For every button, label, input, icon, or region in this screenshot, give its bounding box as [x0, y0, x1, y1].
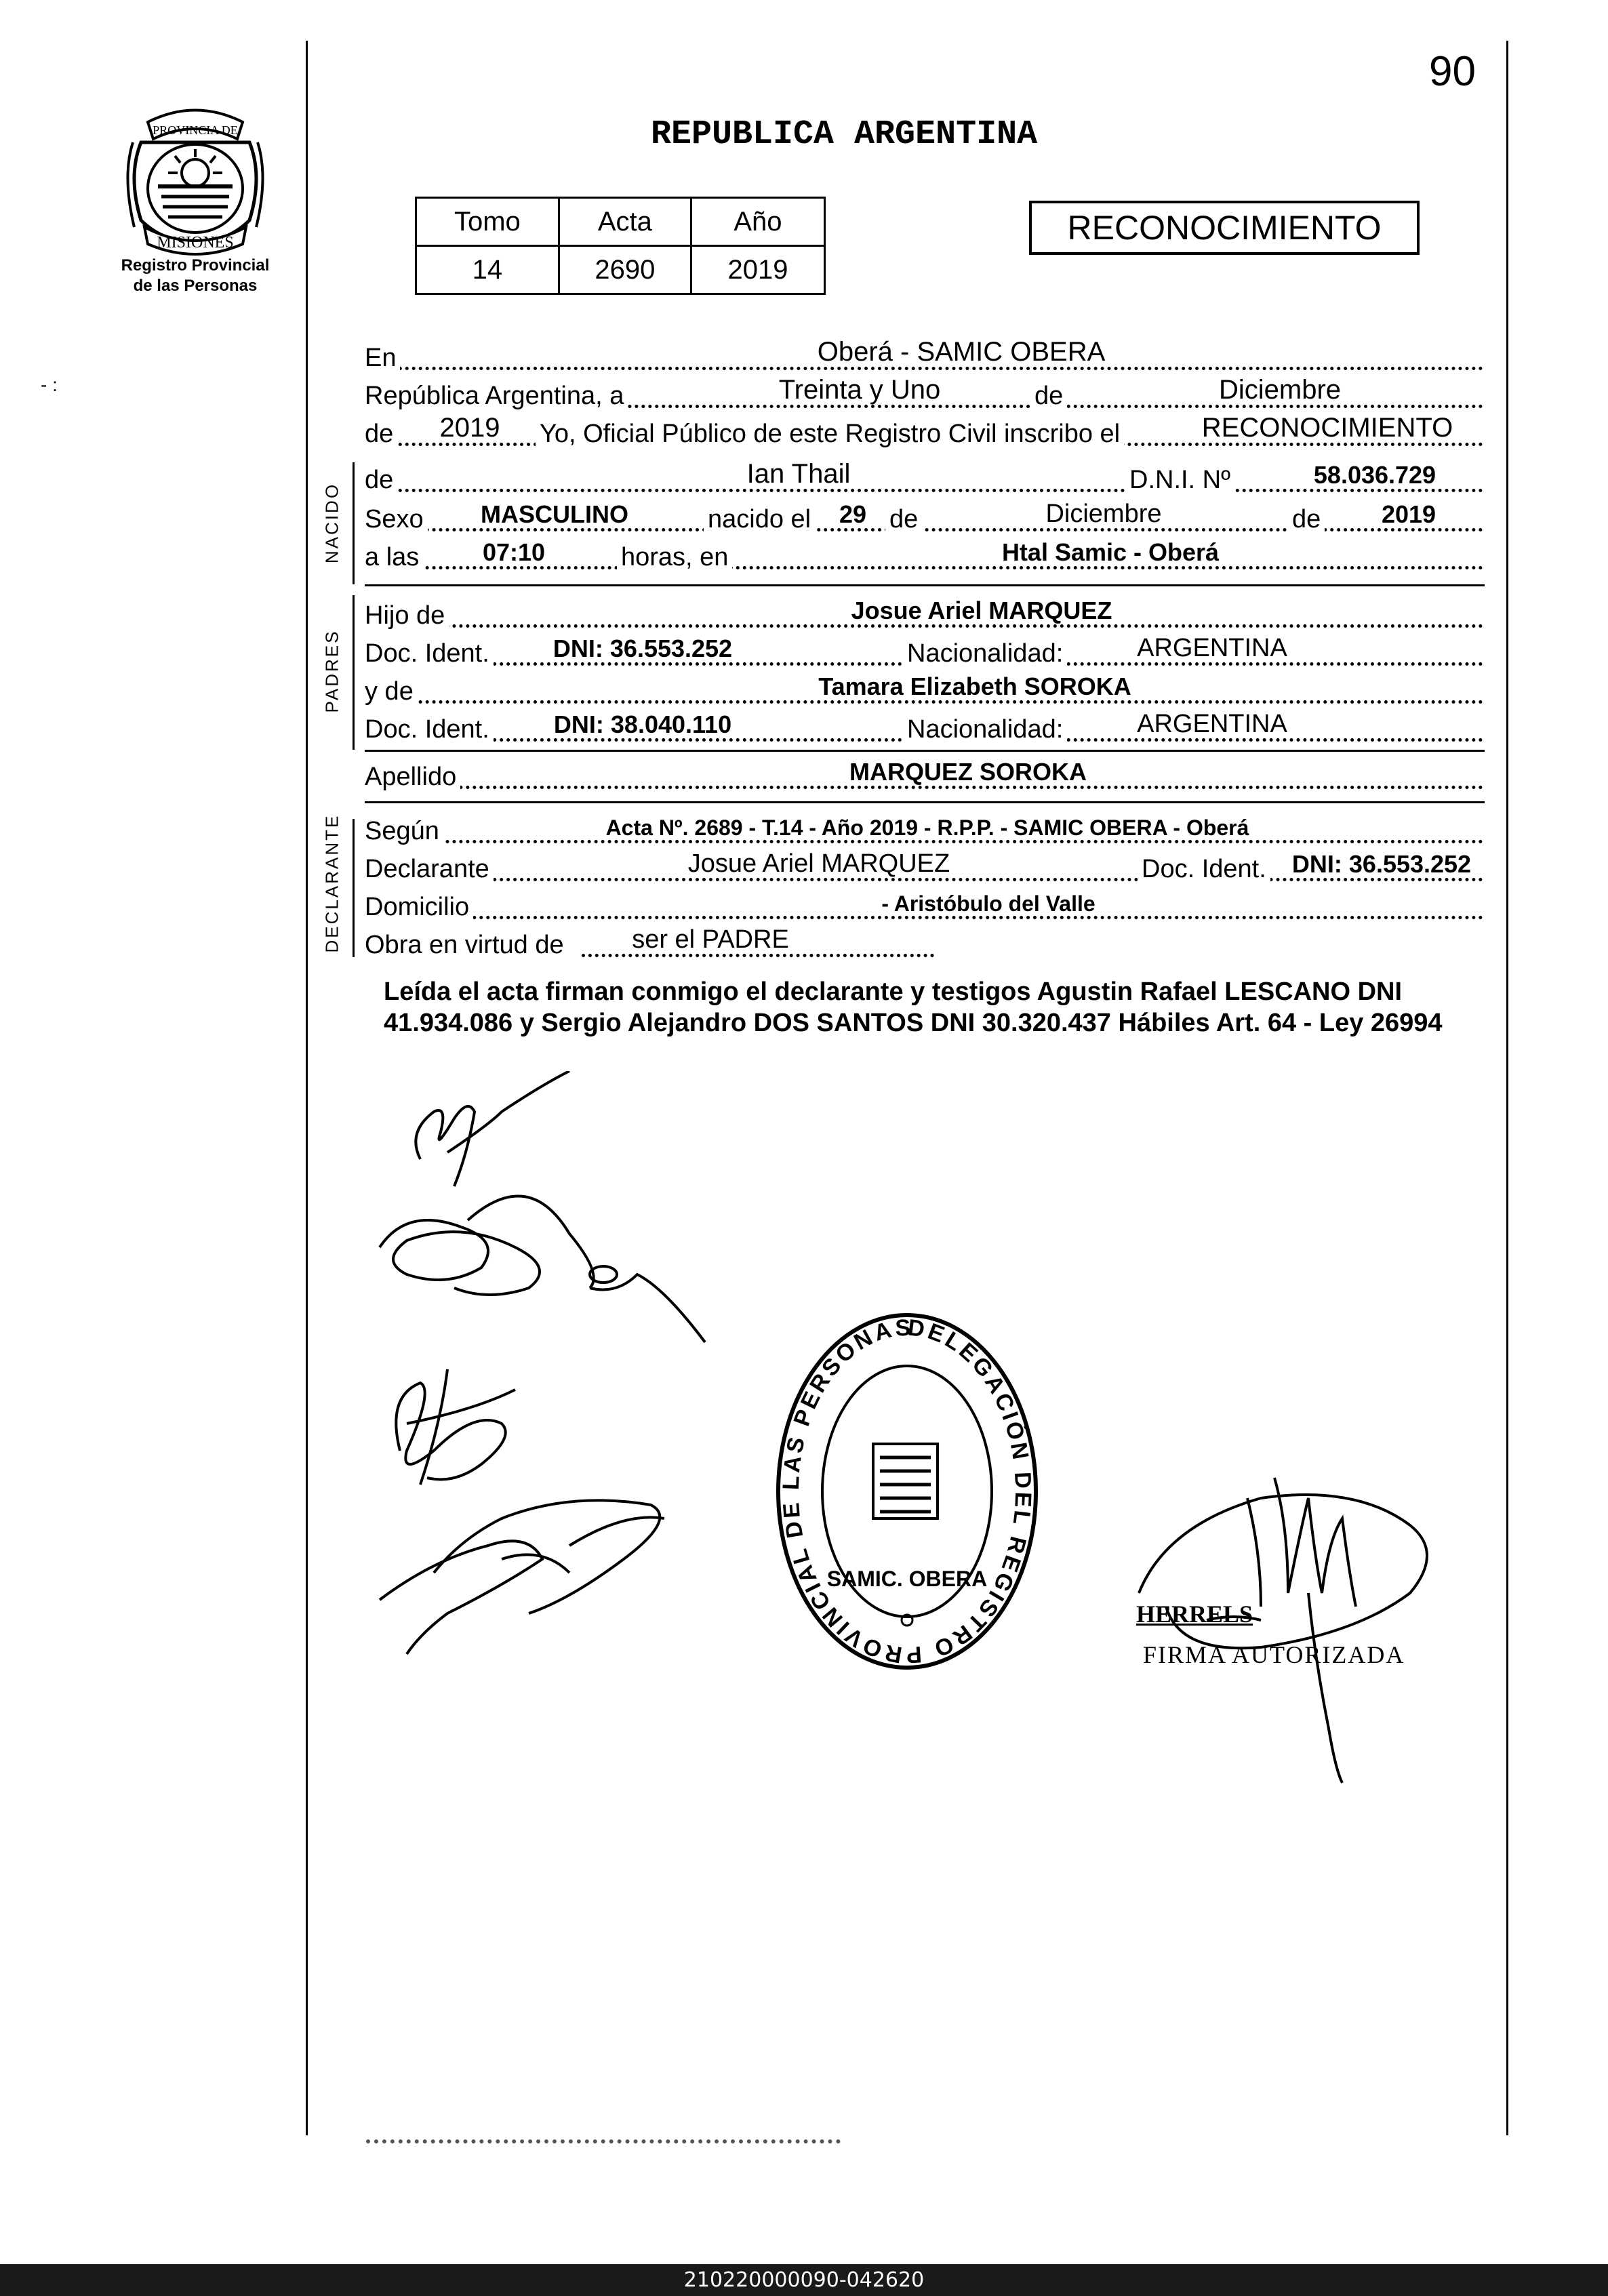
label-y-de: y de — [365, 677, 418, 706]
right-margin-line — [1506, 41, 1508, 2135]
label-horas-en: horas, en — [617, 543, 732, 572]
signature-3 — [396, 1369, 515, 1485]
child-name: Ian Thail — [746, 459, 851, 489]
month-value: Diciembre — [1218, 375, 1342, 405]
signature-4 — [380, 1500, 664, 1654]
row-father-doc — [365, 635, 1483, 672]
authorized-label: FIRMA AUTORIZADA — [1143, 1641, 1405, 1668]
label-de-year: de — [365, 420, 397, 449]
label-domicilio: Domicilio — [365, 893, 473, 922]
declarante-name: Josue Ariel MARQUEZ — [687, 849, 950, 878]
row-hijo-de — [365, 597, 1483, 635]
birth-time: 07:10 — [482, 538, 546, 566]
row-nacido-sexo — [365, 500, 1483, 538]
acta-value: 2690 — [559, 246, 691, 294]
authorized-name: HERRELS — [1136, 1600, 1253, 1628]
child-dni: 58.036.729 — [1313, 461, 1436, 489]
label-hijo-de: Hijo de — [365, 601, 449, 630]
label-nacionalidad-2: Nacionalidad: — [903, 715, 1067, 744]
row-segun — [365, 812, 1483, 850]
bottom-truncated-line — [366, 2139, 841, 2143]
label-de-nacido: de — [365, 466, 397, 495]
label-obra: Obra en virtud de — [365, 931, 568, 960]
padres-label: PADRES — [321, 629, 342, 713]
row-declarante — [365, 850, 1483, 888]
label-doc-ident-3: Doc. Ident. — [1138, 855, 1270, 884]
label-a-las: a las — [365, 543, 423, 572]
row-nacido-hora — [365, 538, 1483, 576]
row-nacido-name — [365, 461, 1483, 499]
segun-value: Acta Nº. 2689 - T.14 - Año 2019 - R.P.P. - SAMIC OBERA - Oberá — [605, 815, 1249, 840]
label-en: En — [365, 344, 400, 373]
label-doc-ident-2: Doc. Ident. — [365, 715, 494, 744]
divider-padres — [365, 750, 1485, 752]
signatures — [366, 1071, 719, 1668]
father-doc: DNI: 36.553.252 — [552, 635, 733, 662]
anio-header: Año — [691, 198, 824, 246]
birth-month: Diciembre — [1045, 500, 1162, 528]
row-domicilio — [365, 888, 1483, 926]
footer-code: 210220000090-042620 — [683, 2268, 925, 2292]
tomo-value: 14 — [416, 246, 559, 294]
label-segun: Según — [365, 817, 443, 846]
label-de-year2: de — [1288, 505, 1325, 534]
signature-1 — [416, 1071, 569, 1186]
domicilio-value: - Aristóbulo del Valle — [881, 891, 1096, 916]
mother-doc: DNI: 38.040.110 — [553, 710, 732, 738]
stamp-ring-text: DELEGACIÓN DEL REGISTRO PROVINCIAL DE LAS PERSONAS — [778, 1314, 1037, 1668]
province-logo — [121, 102, 270, 258]
logo-top-text: PROVINCIA DE — [153, 123, 238, 137]
declarante-doc: DNI: 36.553.252 — [1291, 850, 1472, 878]
anio-value: 2019 — [691, 246, 824, 294]
row-year — [365, 415, 1483, 453]
sexo-value: MASCULINO — [481, 500, 628, 528]
act-type-box: RECONOCIMIENTO — [1029, 201, 1420, 255]
label-de-month: de — [885, 505, 922, 534]
margin-mark: - : — [41, 374, 58, 395]
record-table — [415, 197, 826, 295]
birth-day: 29 — [839, 500, 867, 528]
declarante-label: DECLARANTE — [321, 813, 342, 953]
footer-bar — [0, 2264, 1608, 2296]
father-name: Josue Ariel MARQUEZ — [851, 597, 1112, 624]
registry-line-2: de las Personas — [133, 277, 258, 295]
label-apellido: Apellido — [365, 763, 460, 792]
divider-nacido — [365, 584, 1485, 586]
father-nationality: ARGENTINA — [1137, 634, 1287, 662]
row-republica — [365, 377, 1483, 415]
mother-name: Tamara Elizabeth SOROKA — [818, 672, 1131, 700]
page-number: 90 — [1429, 48, 1476, 95]
label-doc-ident: Doc. Ident. — [365, 639, 494, 668]
signature-2 — [380, 1196, 705, 1342]
nacido-label: NACIDO — [321, 482, 342, 564]
apellido-value: MARQUEZ SOROKA — [849, 758, 1087, 786]
row-y-de — [365, 672, 1483, 710]
year-value: 2019 — [439, 413, 500, 443]
logo-bottom-text: MISIONES — [157, 234, 234, 251]
official-text: Yo, Oficial Público de este Registro Civil inscribo el — [536, 420, 1124, 449]
place-value: Oberá - SAMIC OBERA — [817, 337, 1106, 367]
inscribed-value: RECONOCIMIENTO — [1201, 413, 1453, 443]
label-sexo: Sexo — [365, 505, 428, 534]
acta-header: Acta — [559, 198, 691, 246]
tomo-header: Tomo — [416, 198, 559, 246]
label-declarante: Declarante — [365, 855, 494, 884]
label-de: de — [1030, 382, 1067, 411]
declarante-bracket — [353, 819, 355, 957]
birth-place: Htal Samic - Oberá — [1001, 538, 1220, 566]
label-dni: D.N.I. Nº — [1125, 466, 1234, 495]
registry-line-1: Registro Provincial — [121, 256, 270, 275]
birth-year: 2019 — [1381, 500, 1436, 528]
label-republica: República Argentina, a — [365, 382, 628, 411]
row-apellido — [365, 758, 1483, 796]
stamp-center-text: SAMIC. OBERA — [826, 1567, 988, 1591]
country-title: REPUBLICA ARGENTINA — [651, 115, 1038, 154]
day-value: Treinta y Uno — [778, 375, 941, 405]
label-nacionalidad: Nacionalidad: — [903, 639, 1067, 668]
mother-nationality: ARGENTINA — [1137, 710, 1287, 738]
row-obra — [365, 926, 1483, 964]
obra-value: ser el PADRE — [632, 925, 789, 954]
closing-text: Leída el acta firman conmigo el declarante y testigos Agustin Rafael LESCANO DNI 41.934.086 y Sergio Alejandro DOS SANTOS DNI 30.320.437 Hábiles Art. 64 - Ley 26994 — [384, 978, 1443, 1037]
label-nacido-el: nacido el — [704, 505, 815, 534]
left-margin-line — [306, 41, 308, 2135]
nacido-bracket — [353, 462, 355, 584]
registry-stamp — [765, 1302, 1049, 1681]
padres-bracket — [353, 595, 355, 750]
row-en — [365, 339, 1483, 377]
row-mother-doc — [365, 710, 1483, 748]
divider-apellido — [365, 801, 1485, 803]
